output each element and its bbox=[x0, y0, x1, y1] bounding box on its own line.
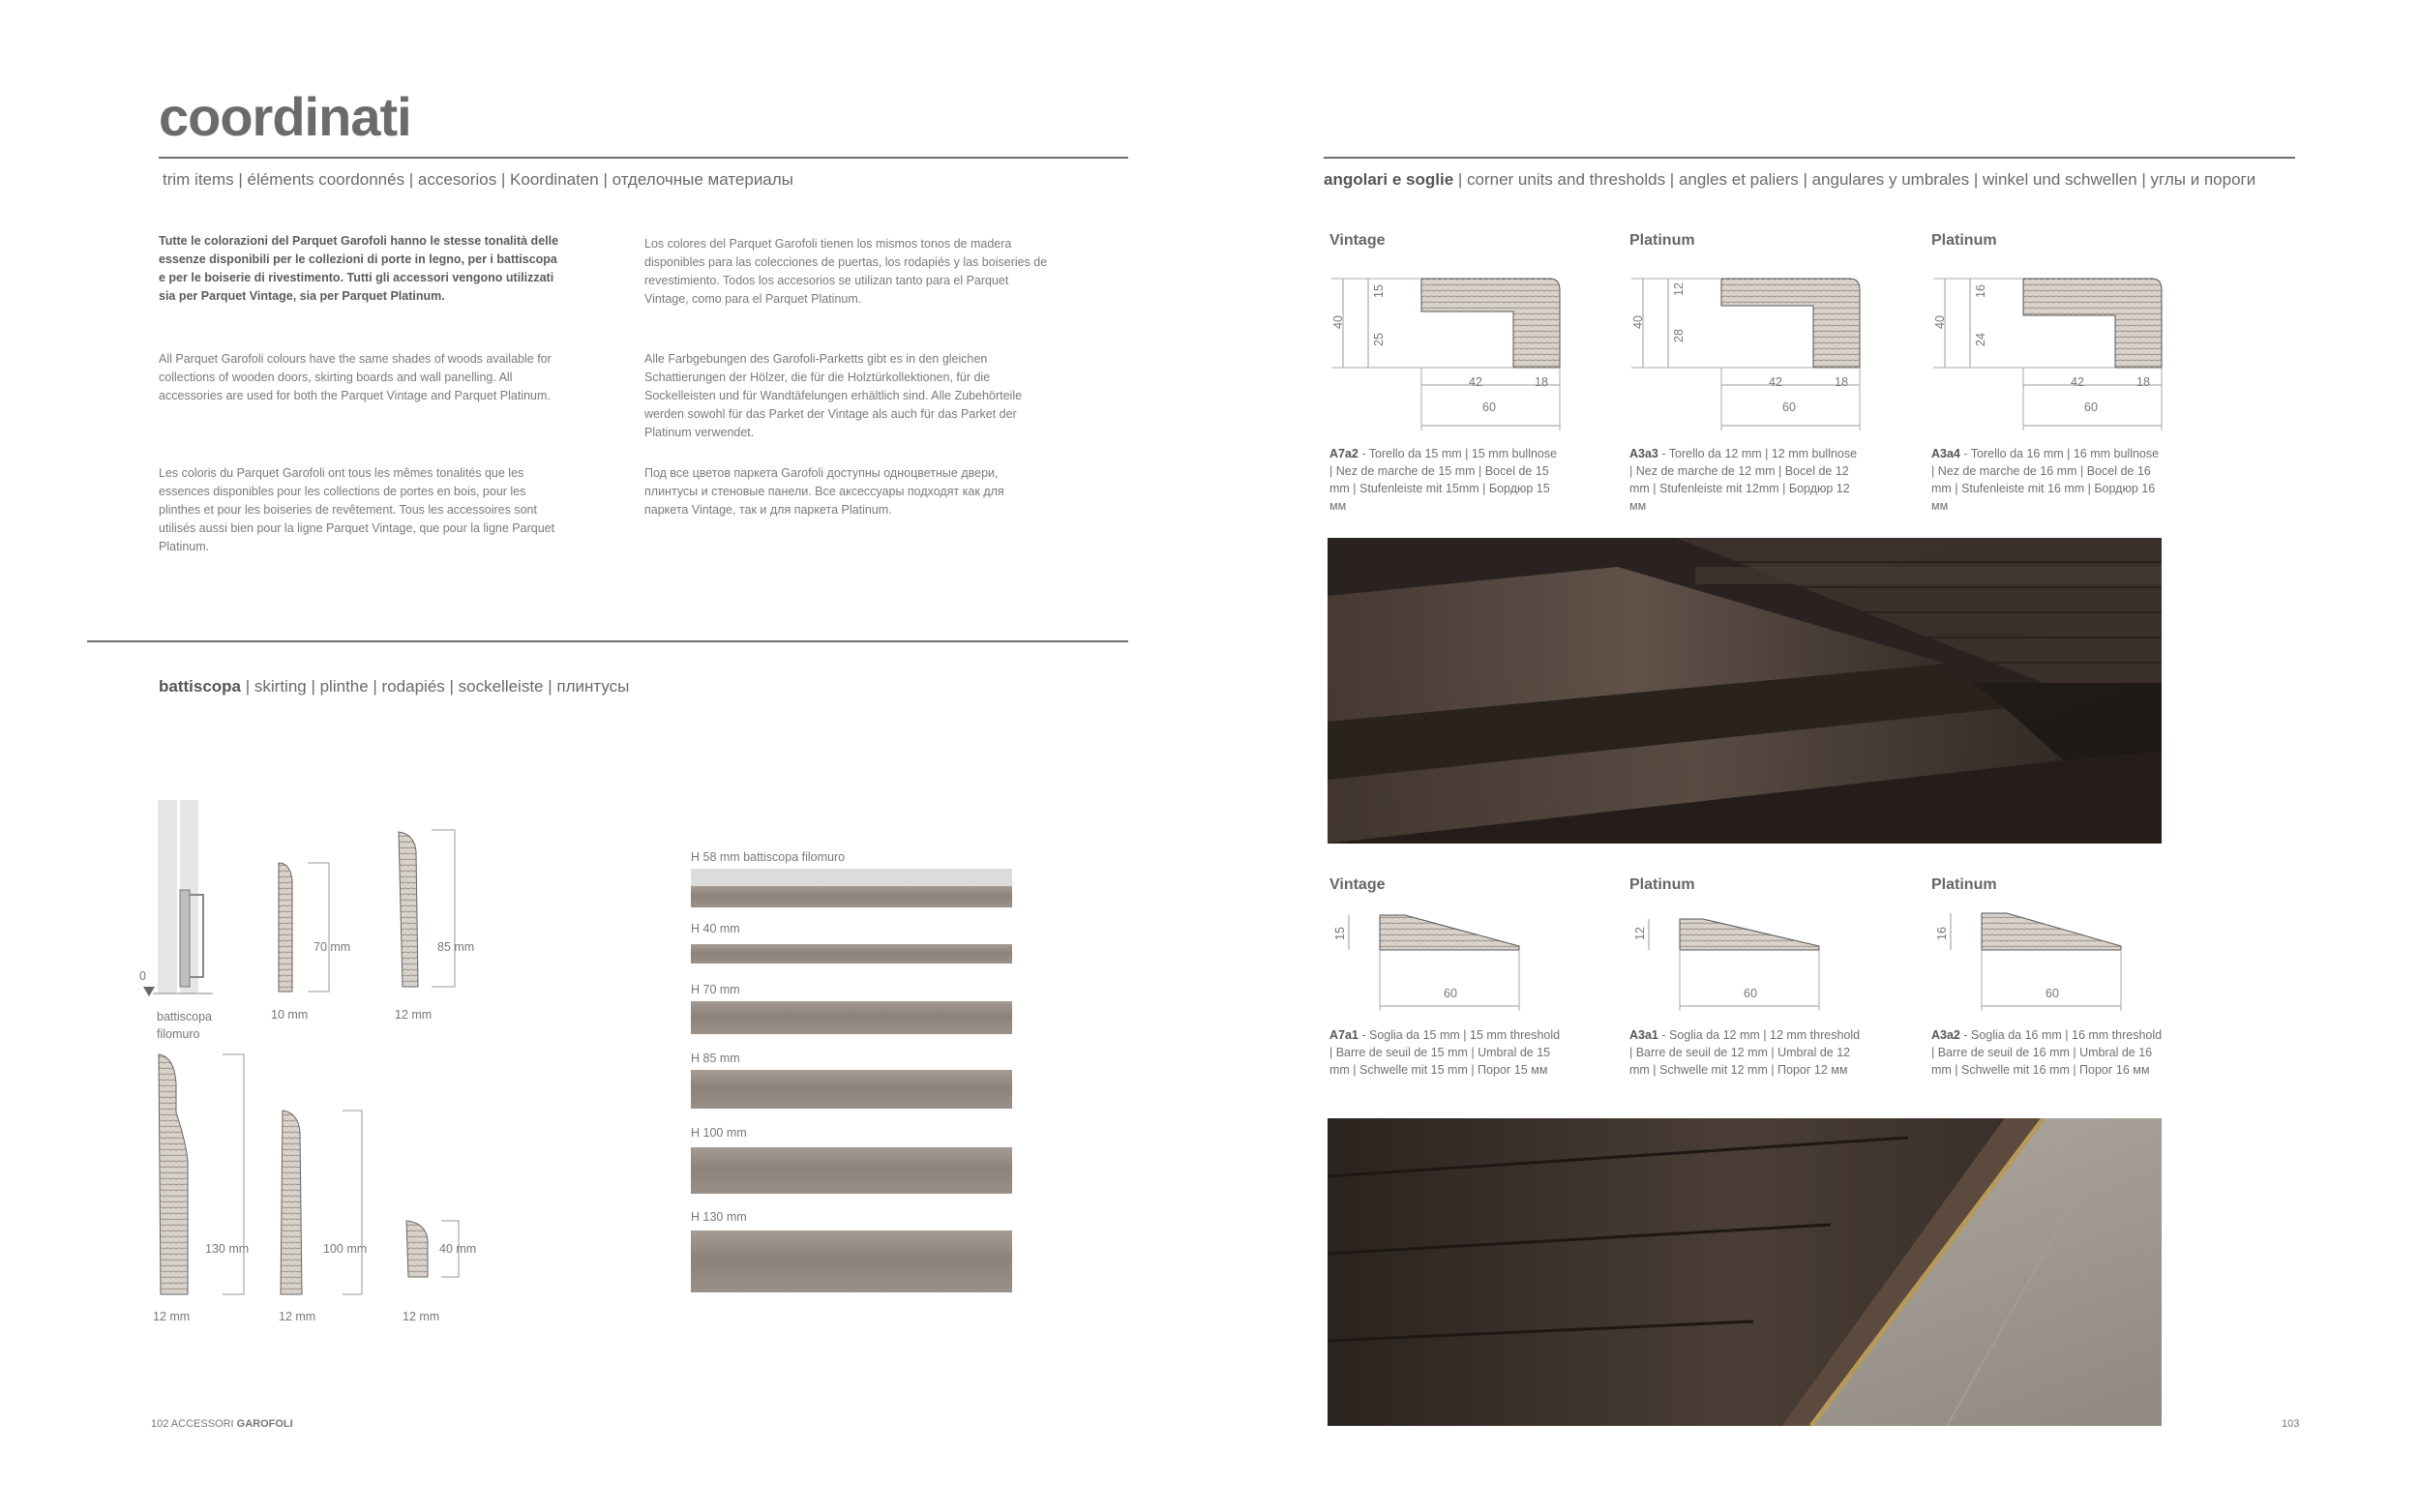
corner-unit-code: A3a4 bbox=[1931, 447, 1960, 460]
threshold-h: 12 bbox=[1632, 927, 1647, 940]
corner-unit-text: - Torello da 15 mm | 15 mm bullnose | Nez de marche de 15 mm | Bocel de 15 mm | Stufenleiste mit 15mm | Бордюр 15 мм bbox=[1329, 447, 1558, 513]
strip-label: H 58 mm battiscopa filomuro bbox=[691, 850, 846, 864]
threshold-text: - Soglia da 12 mm | 12 mm threshold | Barre de seuil de 12 mm | Umbral de 12 mm | Schwelle mit 12 mm | Порог 12 мм bbox=[1629, 1028, 1861, 1077]
profile-height: 130 mm bbox=[205, 1242, 250, 1256]
profile-100-dim bbox=[343, 1111, 362, 1294]
intro-de: Alle Farbgebungen des Garofoli-Parketts gibt es in den gleichen Schattierungen der Hölzer, die für die Holztürkollektionen, für die Sockelleisten und für Wandtäfelungen erhältlich sind. Alle Zubehörteile werden sowohl für das Parket der Vintage als auch für das Parket der Platinum verwendet. bbox=[644, 352, 1023, 439]
strip-label: H 40 mm bbox=[691, 922, 740, 935]
strip-70 bbox=[691, 1001, 1012, 1034]
threshold-line: Platinum bbox=[1931, 876, 1997, 893]
filomuro-profile bbox=[180, 890, 190, 987]
threshold-shape bbox=[1982, 913, 2121, 950]
corners-heading-bold: angolari e soglie bbox=[1324, 170, 1454, 189]
corner-dim-inner: 28 bbox=[1671, 329, 1686, 342]
title-rule bbox=[159, 157, 1128, 159]
corner-unit-drawing bbox=[1931, 271, 2173, 435]
corner-dim-d2: 18 bbox=[2136, 375, 2150, 389]
filomuro-zero-marker bbox=[143, 987, 155, 996]
threshold-w: 60 bbox=[2046, 987, 2059, 1000]
strip-label: H 85 mm bbox=[691, 1052, 740, 1065]
threshold-code: A7a1 bbox=[1329, 1028, 1359, 1042]
profile-width: 12 mm bbox=[395, 1008, 433, 1022]
corner-unit-shape bbox=[2023, 279, 2162, 368]
threshold-text: - Soglia da 15 mm | 15 mm threshold | Barre de seuil de 15 mm | Umbral de 15 mm | Schwelle mit 15 mm | Порог 15 мм bbox=[1329, 1028, 1561, 1077]
corner-unit-line: Platinum bbox=[1931, 232, 1997, 249]
profile-70-shape bbox=[279, 863, 292, 992]
corner-unit-text: - Torello da 12 mm | 12 mm bullnose | Nez de marche de 12 mm | Bocel de 12 mm | Stufenleiste mit 12mm | Бордюр 12 мм bbox=[1629, 447, 1858, 513]
threshold-line: Platinum bbox=[1629, 876, 1695, 893]
corners-heading bbox=[1324, 170, 2255, 190]
footer-left bbox=[151, 1418, 293, 1430]
corner-dim-d1: 42 bbox=[2071, 375, 2084, 389]
corner-unit-text: - Torello da 16 mm | 16 mm bullnose | Nez de marche de 16 mm | Bocel de 16 mm | Stufenleiste mit 16 mm | Бордюр 16 мм bbox=[1931, 447, 2160, 513]
corner-unit-caption bbox=[1629, 445, 1862, 515]
corner-unit-caption bbox=[1329, 445, 1562, 515]
corner-dim-w: 60 bbox=[2084, 400, 2098, 414]
corner-dim-top: 16 bbox=[1973, 284, 1987, 298]
threshold-caption bbox=[1329, 1026, 1562, 1079]
intro-en: All Parquet Garofoli colours have the same shades of woods available for collections of wooden doors, skirting boards and wall panelling. All accessories are used for both the Parquet Vintage and Parquet Platinum. bbox=[159, 352, 552, 402]
threshold-code: A3a1 bbox=[1629, 1028, 1658, 1042]
corner-unit-drawing bbox=[1329, 271, 1571, 435]
profile-height: 85 mm bbox=[437, 940, 475, 954]
strip-100 bbox=[691, 1147, 1012, 1194]
intro-es: Los colores del Parquet Garofoli tienen los mismos tonos de madera disponibles para las colecciones de puertas, los rodapiés y las boiseries de revestimiento. Todos los accesorios se utilizan tanto para el Parquet Vintage, como para el Parquet Platinum. bbox=[644, 237, 1048, 306]
profile-85-shape bbox=[399, 832, 418, 987]
corner-dim-d1: 42 bbox=[1769, 375, 1782, 389]
threshold-h: 16 bbox=[1934, 927, 1949, 940]
corner-dim-d2: 18 bbox=[1535, 375, 1548, 389]
corner-unit-code: A7a2 bbox=[1329, 447, 1359, 460]
strip-label: H 70 mm bbox=[691, 983, 740, 996]
footer-right: 103 bbox=[2282, 1418, 2300, 1430]
profile-width: 12 mm bbox=[279, 1310, 316, 1323]
threshold-w: 60 bbox=[1444, 987, 1457, 1000]
intro-ru: Под все цветов паркета Garofoli доступны одноцветные двери, плинтусы и стеновые панели. Все аксессуары подходят как для паркета Vintage, так и для паркета Platinum. bbox=[644, 466, 1004, 517]
threshold-h: 15 bbox=[1332, 927, 1347, 940]
corner-dim-total: 40 bbox=[1630, 315, 1645, 329]
corners-heading-rest: | corner units and thresholds | angles et paliers | angulares y umbrales | winkel und schwellen | углы и пороги bbox=[1453, 170, 2256, 189]
footer-brand: GAROFOLI bbox=[236, 1418, 293, 1430]
footer-prefix: 102 ACCESSORI bbox=[151, 1418, 237, 1430]
intro-fr: Les coloris du Parquet Garofoli ont tous les mêmes tonalités que les essences disponibles pour les collections de portes en bois, pour les plinthes et pour les boiseries de revêtement. Tous les accessoires sont utilisés aussi bien pour la ligne Parquet Vintage, que pour la ligne Parquet Platinum. bbox=[159, 466, 555, 553]
corner-unit-line: Vintage bbox=[1329, 232, 1386, 249]
skirting-rule bbox=[87, 640, 1128, 642]
strip-40 bbox=[691, 944, 1012, 964]
profile-width: 10 mm bbox=[271, 1008, 309, 1022]
profile-height: 100 mm bbox=[323, 1242, 368, 1256]
corner-dim-inner: 25 bbox=[1371, 333, 1386, 346]
strip-filomuro bbox=[691, 869, 1012, 907]
strip-label: H 130 mm bbox=[691, 1210, 747, 1224]
profile-40-shape bbox=[406, 1221, 428, 1277]
corner-unit-line: Platinum bbox=[1629, 232, 1695, 249]
threshold-text: - Soglia da 16 mm | 16 mm threshold | Barre de seuil de 16 mm | Umbral de 16 mm | Schwelle mit 16 mm | Порог 16 мм bbox=[1931, 1028, 2163, 1077]
corner-dim-w: 60 bbox=[1782, 400, 1796, 414]
profile-70-dim bbox=[308, 863, 329, 992]
threshold-line: Vintage bbox=[1329, 876, 1386, 893]
profile-width: 12 mm bbox=[153, 1310, 191, 1323]
corner-dim-top: 15 bbox=[1371, 284, 1386, 298]
threshold-caption bbox=[1931, 1026, 2164, 1079]
corner-dim-d2: 18 bbox=[1835, 375, 1848, 389]
strip-label: H 100 mm bbox=[691, 1126, 747, 1140]
corner-dim-total: 40 bbox=[1330, 315, 1345, 329]
corner-dim-w: 60 bbox=[1482, 400, 1496, 414]
profile-height: 40 mm bbox=[439, 1242, 477, 1256]
page-subtitle: trim items | éléments coordonnés | accesorios | Koordinaten | отделочные материалы bbox=[163, 170, 793, 189]
filomuro-label: battiscopa filomuro bbox=[157, 1010, 212, 1041]
skirting-heading-bold: battiscopa bbox=[159, 677, 242, 696]
corner-unit-shape bbox=[1421, 279, 1560, 368]
profile-100-shape bbox=[281, 1111, 302, 1294]
corner-dim-inner: 24 bbox=[1973, 333, 1987, 346]
profile-130-dim bbox=[223, 1054, 244, 1294]
stairs-photo bbox=[1328, 538, 2162, 844]
page-title: coordinati bbox=[159, 86, 411, 147]
corner-unit-caption bbox=[1931, 445, 2164, 515]
corner-dim-total: 40 bbox=[1932, 315, 1947, 329]
threshold-code: A3a2 bbox=[1931, 1028, 1960, 1042]
strip-130 bbox=[691, 1230, 1012, 1292]
filomuro-zero: 0 bbox=[139, 969, 146, 983]
corners-rule bbox=[1324, 157, 2295, 159]
corner-unit-code: A3a3 bbox=[1629, 447, 1658, 460]
profile-height: 70 mm bbox=[314, 940, 351, 954]
skirting-heading-rest: | skirting | plinthe | rodapiés | sockelleiste | плинтусы bbox=[241, 677, 630, 696]
strip-85 bbox=[691, 1070, 1012, 1109]
profile-width: 12 mm bbox=[403, 1310, 440, 1323]
skirting-heading bbox=[159, 677, 629, 697]
threshold-w: 60 bbox=[1744, 987, 1757, 1000]
profile-130-shape bbox=[159, 1054, 188, 1294]
corner-dim-d1: 42 bbox=[1469, 375, 1482, 389]
corner-unit-shape bbox=[1721, 279, 1860, 368]
threshold-photo bbox=[1328, 1118, 2162, 1426]
corner-dim-top: 12 bbox=[1671, 282, 1686, 296]
threshold-caption bbox=[1629, 1026, 1862, 1079]
threshold-shape bbox=[1680, 919, 1819, 950]
intro-it: Tutte le colorazioni del Parquet Garofoli hanno le stesse tonalità delle essenze disponibili per le collezioni di porte in legno, per i battiscopa e per le boiserie di rivestimento. Tutti gli accessori vengono utilizzati sia per Parquet Vintage, sia per Parquet Platinum. bbox=[159, 234, 559, 303]
profile-85-dim bbox=[432, 830, 455, 987]
corner-unit-drawing bbox=[1629, 271, 1871, 435]
threshold-shape bbox=[1380, 915, 1519, 950]
